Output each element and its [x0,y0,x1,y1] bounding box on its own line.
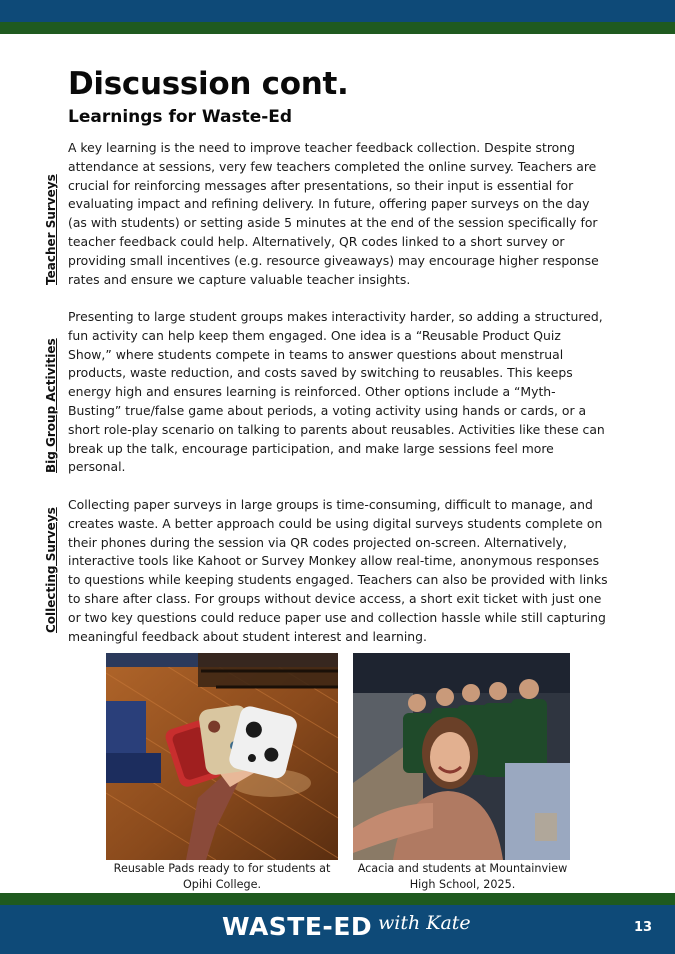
page-title: Discussion cont. [68,66,349,102]
photo-caption-acacia-and-students: Acacia and students at Mountainview High School, 2025. [357,862,568,891]
footer-accent-stripe [0,893,675,905]
page-subtitle: Learnings for Waste-Ed [68,107,293,127]
top-accent-stripe [0,22,675,34]
section-label-big-group-activities: Big Group Activities [44,338,58,473]
section-label-collecting-surveys: Collecting Surveys [44,507,58,633]
photo-caption-reusable-pads: Reusable Pads ready to for students at Opihi College. [113,862,331,891]
page-number: 13 [634,920,653,935]
footer-brand-tagline: with Kate [378,912,471,934]
paragraph-big-group-activities: Presenting to large student groups makes interactivity harder, so adding a structured, fun activity can help keep them engaged. One idea is a “Reusable Product Quiz Show,” where students compete in teams to answer questions about menstrual products, waste reduction, and costs saved by switching to reusables. This keeps energy high and ensures learning is reinforced. Other options include a “Myth-Busting” true/false game about periods, a voting activity using hands or cards, or a short role-play scenario on talking to parents about reusables. Activities like these can break up the talk, encourage participation, and make large sessions feel more personal. [68,309,605,475]
section-label-teacher-surveys: Teacher Surveys [44,174,58,285]
photo-reusable-pads [106,653,338,860]
paragraph-collecting-surveys: Collecting paper surveys in large groups is time-consuming, difficult to manage, and creates waste. A better approach could be using digital surveys students complete on their phones during the session via QR codes projected on-screen. Alternatively, interactive tools like Kahoot or Survey Monkey allow real-time, anonymous responses to questions while keeping students engaged. Teachers can also be provided with links to share after class. For groups without device access, a short exit ticket with just one or two key questions could reduce paper use and collection hassle while still capturing meaningful feedback about student interest and learning. [68,497,608,644]
top-header-band [0,0,675,22]
footer-brand-logo: WASTE-ED [222,912,373,941]
paragraph-teacher-surveys: A key learning is the need to improve teacher feedback collection. Despite strong attendance at sessions, very few teachers completed the online survey. Teachers are crucial for reinforcing messages after presentations, so their input is essential for evaluating impact and refining delivery. In future, offering paper surveys on the day (as with students) or setting aside 5 minutes at the end of the session specifically for teacher feedback could help. Alternatively, QR codes linked to a short survey or providing small incentives (e.g. resource giveaways) may encourage higher response rates and ensure we capture valuable teacher insights. [68,140,599,287]
photo-acacia-and-students [353,653,570,860]
